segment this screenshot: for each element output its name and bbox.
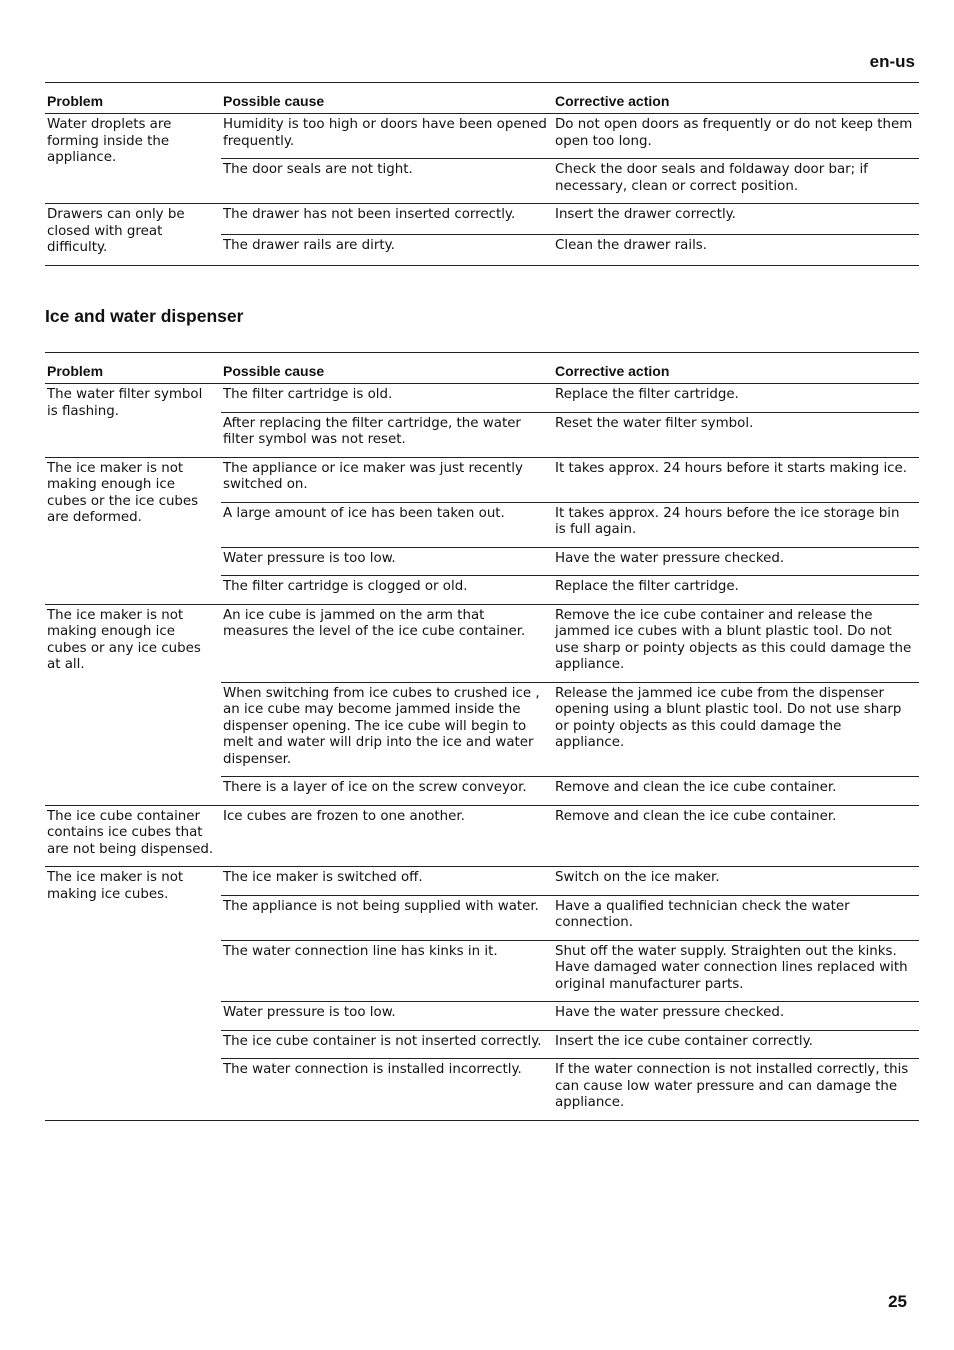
possible-cause-cell: A large amount of ice has been taken out. [221, 502, 553, 547]
table-body [45, 114, 919, 266]
problem-cell: The ice maker is not making enough ice cubes or the ice cubes are deformed. [45, 457, 221, 604]
table-row [45, 457, 919, 502]
corrective-action-cell: Remove and clean the ice cube container. [553, 777, 919, 806]
corrective-action-cell: If the water connection is not installed correctly, this can cause low water pressure and can damage the appliance. [553, 1059, 919, 1121]
section-title: Ice and water dispenser [45, 306, 244, 326]
possible-cause-cell: Water pressure is too low. [221, 547, 553, 576]
corrective-action-cell: Replace the filter cartridge. [553, 576, 919, 605]
troubleshooting-table-general [45, 82, 919, 266]
corrective-action-cell: Have a qualified technician check the water connection. [553, 895, 919, 940]
corrective-action-cell: Clean the drawer rails. [553, 234, 919, 265]
table-header-row [45, 353, 919, 384]
column-header-problem: Problem [45, 83, 221, 114]
possible-cause-cell: The water connection is installed incorrectly. [221, 1059, 553, 1121]
problem-cell: The ice maker is not making enough ice cubes or any ice cubes at all. [45, 604, 221, 805]
column-header-corrective-action: Corrective action [553, 83, 919, 114]
corrective-action-cell: It takes approx. 24 hours before it starts making ice. [553, 457, 919, 502]
corrective-action-cell: Reset the water filter symbol. [553, 412, 919, 457]
table-row [45, 114, 919, 159]
corrective-action-cell: Replace the filter cartridge. [555, 387, 739, 402]
corrective-action-cell: It takes approx. 24 hours before the ice storage bin is full again. [553, 502, 919, 547]
possible-cause-cell: The filter cartridge is old. [223, 387, 393, 402]
possible-cause-cell: There is a layer of ice on the screw conveyor. [221, 777, 553, 806]
possible-cause-cell: The ice maker is switched off. [221, 867, 553, 896]
corrective-action-cell: Remove and clean the ice cube container. [553, 805, 919, 867]
corrective-action-cell: Shut off the water supply. Straighten out the kinks. Have damaged water connection lines replaced with original manufacturer parts. [553, 940, 919, 1002]
possible-cause-cell: An ice cube is jammed on the arm that measures the level of the ice cube container. [221, 604, 553, 682]
language-code: en-us [869, 52, 915, 71]
problem-cell: Drawers can only be closed with great difficulty. [45, 204, 221, 266]
possible-cause-cell: Water pressure is too low. [221, 1002, 553, 1031]
table-body [45, 384, 919, 1121]
column-header-problem: Problem [45, 353, 221, 384]
problem-cell: The ice cube container contains ice cubes that are not being dispensed. [45, 805, 221, 867]
possible-cause-cell: Humidity is too high or doors have been opened frequently. [223, 117, 547, 149]
corrective-action-cell: Check the door seals and foldaway door bar; if necessary, clean or correct position. [553, 159, 919, 204]
corrective-action-cell: Switch on the ice maker. [553, 867, 919, 896]
possible-cause-cell: After replacing the filter cartridge, the water filter symbol was not reset. [221, 412, 553, 457]
possible-cause-cell: Ice cubes are frozen to one another. [221, 805, 553, 867]
possible-cause-cell: The ice cube container is not inserted correctly. [221, 1030, 553, 1059]
corrective-action-cell: Release the jammed ice cube from the dispenser opening using a blunt plastic tool. Do not use sharp or pointy objects as this could damage the appliance. [553, 682, 919, 777]
page-number: 25 [888, 1292, 907, 1311]
possible-cause-cell: The drawer rails are dirty. [221, 234, 553, 265]
corrective-action-cell: Have the water pressure checked. [553, 547, 919, 576]
column-header-corrective-action: Corrective action [553, 353, 919, 384]
table-header-row [45, 83, 919, 114]
column-header-possible-cause: Possible cause [221, 353, 553, 384]
corrective-action-cell: Insert the ice cube container correctly. [553, 1030, 919, 1059]
troubleshooting-table-ice-water-dispenser [45, 352, 919, 1121]
possible-cause-cell: The water connection line has kinks in it. [221, 940, 553, 1002]
table-row [45, 384, 919, 413]
possible-cause-cell: The drawer has not been inserted correctly. [221, 204, 553, 235]
possible-cause-cell: The filter cartridge is clogged or old. [221, 576, 553, 605]
table-row [45, 604, 919, 682]
table-row [45, 805, 919, 867]
table-row [45, 867, 919, 896]
column-header-possible-cause: Possible cause [221, 83, 553, 114]
corrective-action-cell: Insert the drawer correctly. [553, 204, 919, 235]
corrective-action-cell: Remove the ice cube container and release the jammed ice cubes with a blunt plastic tool. Do not use sharp or pointy objects as this could damage the appliance. [553, 604, 919, 682]
possible-cause-cell: The door seals are not tight. [221, 159, 553, 204]
possible-cause-cell: When switching from ice cubes to crushed ice , an ice cube may become jammed inside the dispenser opening. The ice cube will begin to melt and water will drip into the ice and water dispenser. [221, 682, 553, 777]
corrective-action-cell: Have the water pressure checked. [553, 1002, 919, 1031]
corrective-action-cell: Do not open doors as frequently or do not keep them open too long. [555, 117, 913, 149]
table-row [45, 204, 919, 235]
possible-cause-cell: The appliance is not being supplied with water. [221, 895, 553, 940]
problem-cell: Water droplets are forming inside the appliance. [45, 114, 221, 204]
possible-cause-cell: The appliance or ice maker was just recently switched on. [221, 457, 553, 502]
problem-cell: The water filter symbol is flashing. [45, 384, 221, 458]
problem-cell: The ice maker is not making ice cubes. [45, 867, 221, 1121]
